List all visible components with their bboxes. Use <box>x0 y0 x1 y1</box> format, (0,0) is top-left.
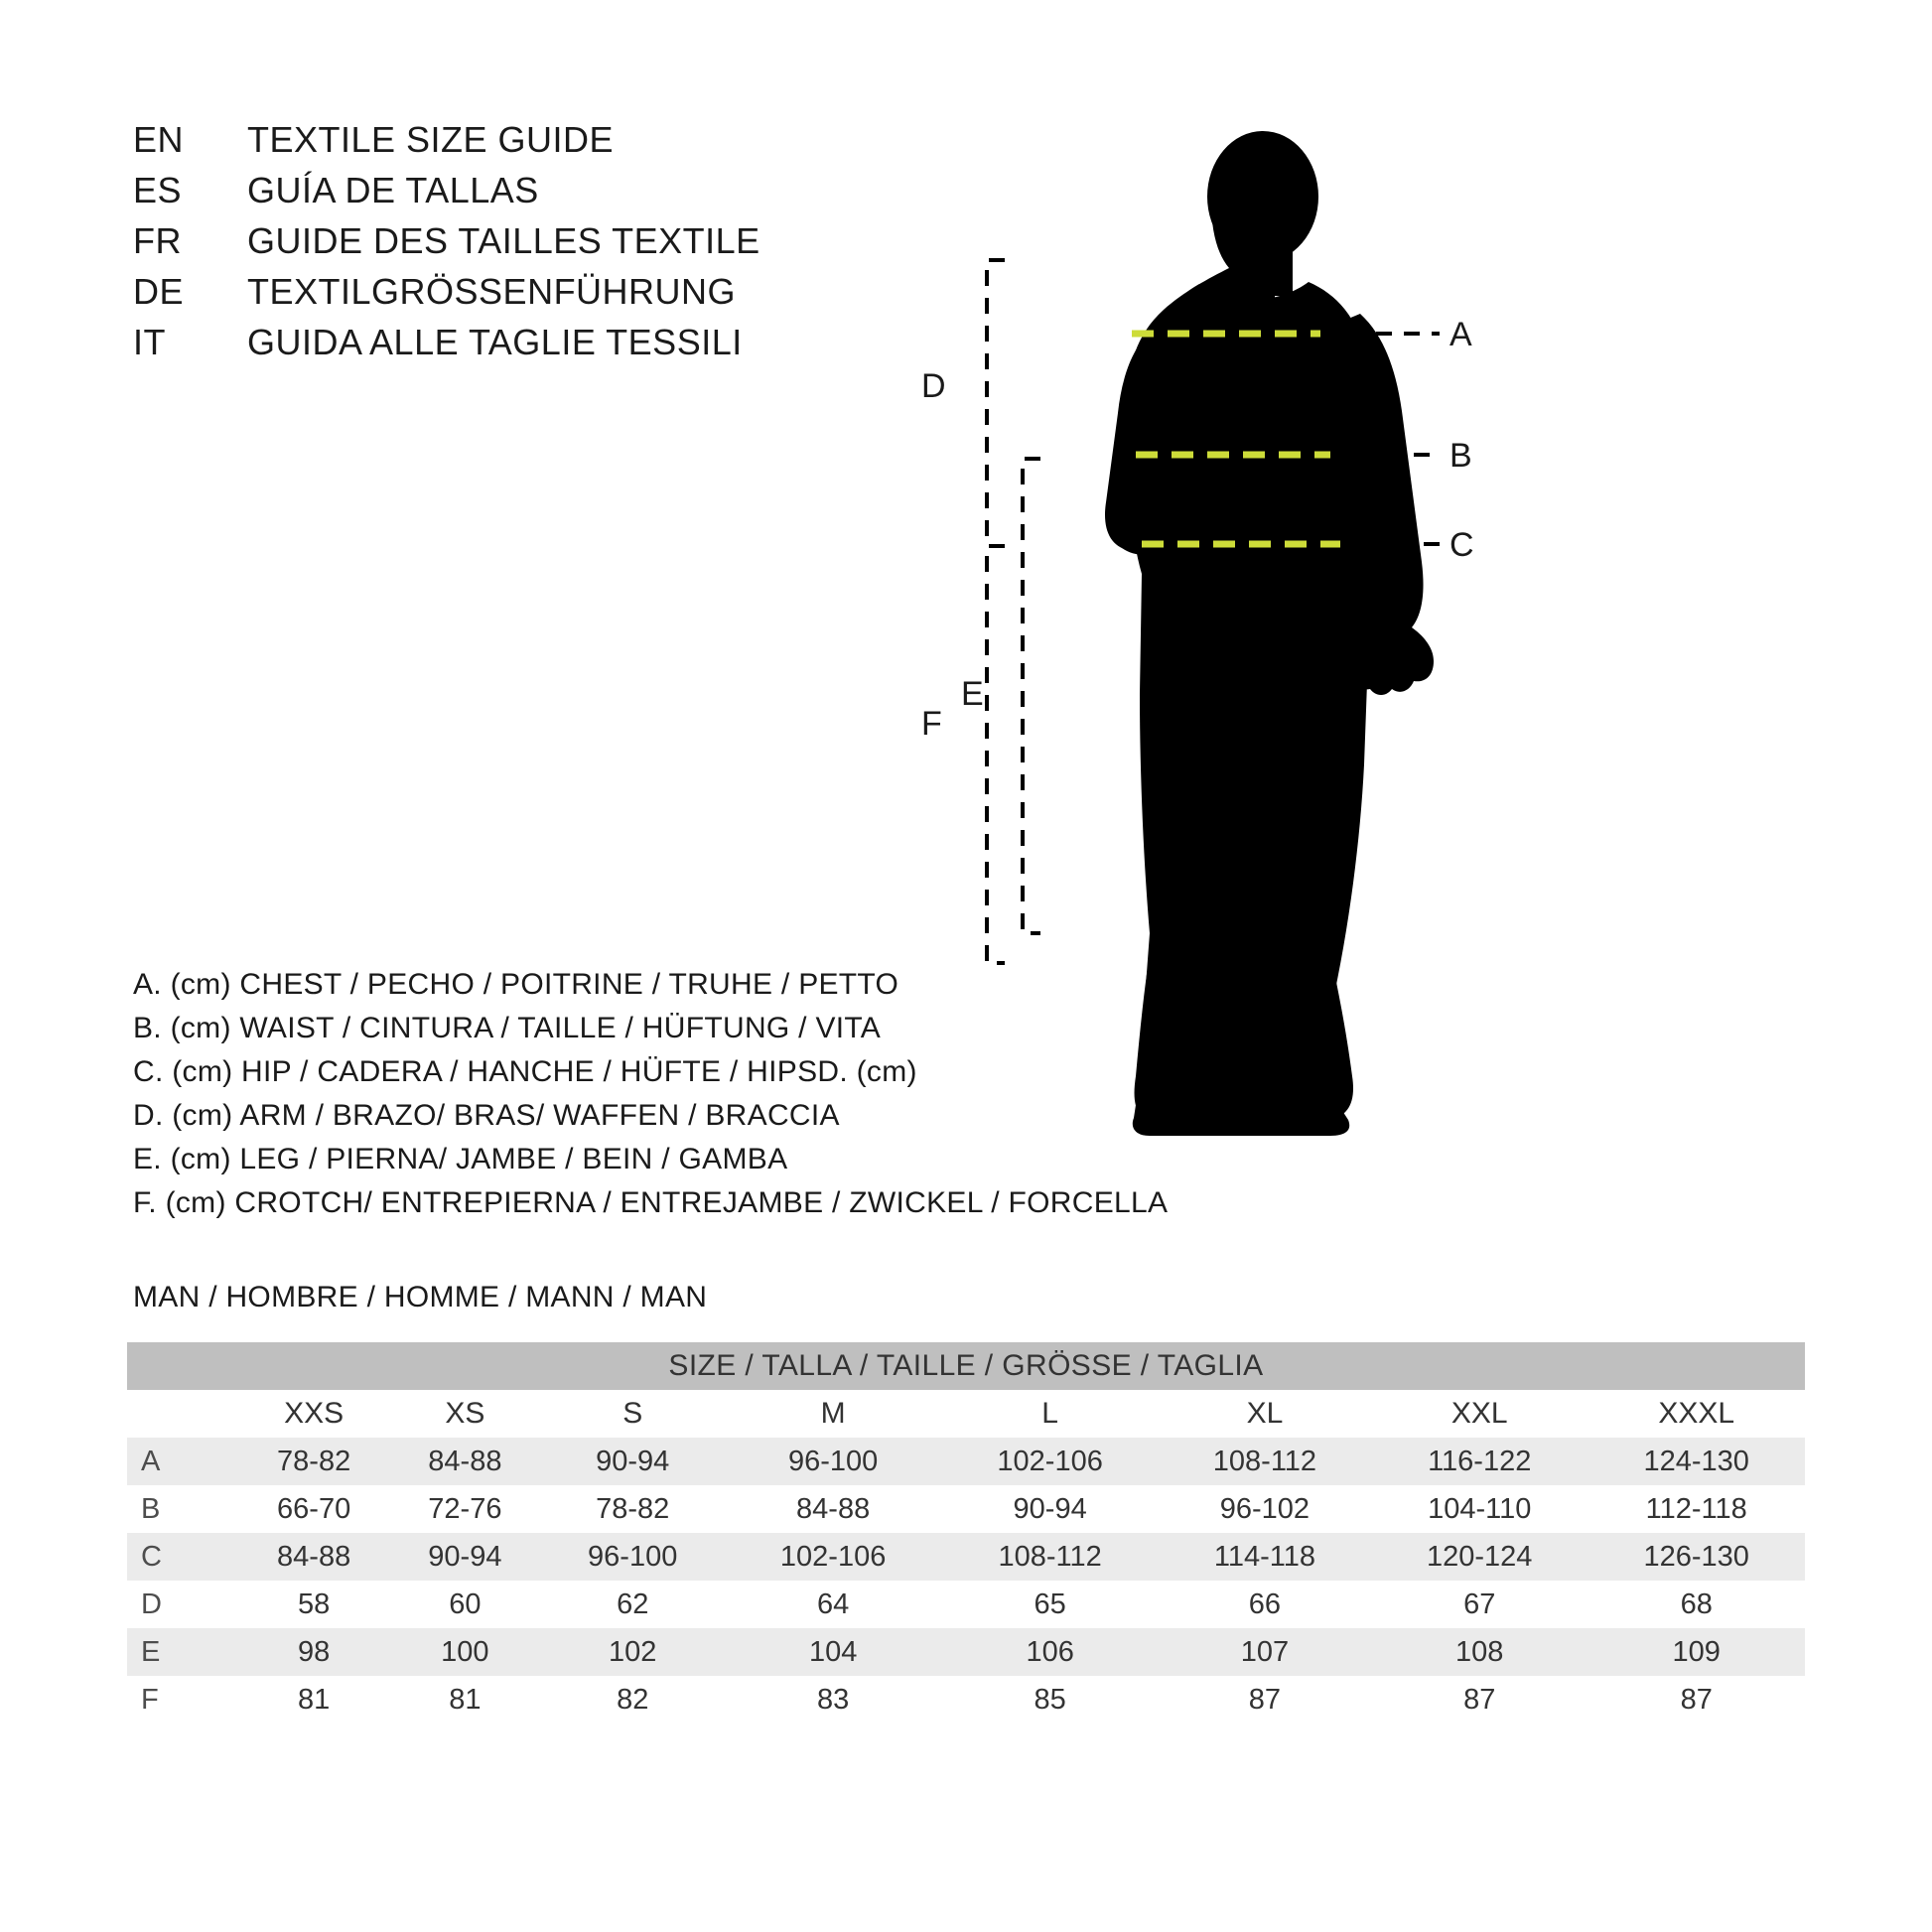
gender-label: MAN / HOMBRE / HOMME / MANN / MAN <box>133 1281 708 1313</box>
language-code-es: ES <box>133 170 183 210</box>
measurement-diagram <box>921 79 1886 1221</box>
label-d: D <box>921 367 946 405</box>
cell-a-xxl: 116-122 <box>1371 1438 1588 1485</box>
language-title-it: GUIDA ALLE TAGLIE TESSILI <box>247 322 743 362</box>
language-title-fr: GUIDE DES TAILLES TEXTILE <box>247 220 760 261</box>
row-label-d: D <box>127 1581 238 1628</box>
column-header-m: M <box>725 1390 942 1438</box>
cell-d-s: 62 <box>541 1581 725 1628</box>
cell-d-l: 65 <box>941 1581 1159 1628</box>
cell-d-xxxl: 68 <box>1587 1581 1805 1628</box>
cell-b-xl: 96-102 <box>1159 1485 1371 1533</box>
legend-line-f: F. (cm) CROTCH/ ENTREPIERNA / ENTREJAMBE / ZWICKEL / FORCELLA <box>133 1186 1169 1219</box>
cell-e-m: 104 <box>725 1628 942 1676</box>
table-corner-cell <box>127 1390 238 1438</box>
legend-line-b: B. (cm) WAIST / CINTURA / TAILLE / HÜFTUNG / VITA <box>133 1012 882 1044</box>
cell-f-xs: 81 <box>389 1676 540 1724</box>
cell-c-xxl: 120-124 <box>1371 1533 1588 1581</box>
language-code-en: EN <box>133 119 185 160</box>
row-label-f: F <box>127 1676 238 1724</box>
cell-e-xl: 107 <box>1159 1628 1371 1676</box>
language-row <box>133 170 760 220</box>
cell-a-m: 96-100 <box>725 1438 942 1485</box>
language-code-fr: FR <box>133 220 182 261</box>
measurement-legend <box>133 963 1168 1225</box>
label-c: C <box>1449 526 1474 564</box>
cell-d-xxs: 58 <box>238 1581 389 1628</box>
cell-c-l: 108-112 <box>941 1533 1159 1581</box>
cell-d-xs: 60 <box>389 1581 540 1628</box>
cell-f-l: 85 <box>941 1676 1159 1724</box>
cell-e-xxxl: 109 <box>1587 1628 1805 1676</box>
cell-d-xl: 66 <box>1159 1581 1371 1628</box>
cell-c-xxxl: 126-130 <box>1587 1533 1805 1581</box>
cell-a-xxxl: 124-130 <box>1587 1438 1805 1485</box>
language-row <box>133 119 760 170</box>
cell-f-xxl: 87 <box>1371 1676 1588 1724</box>
cell-f-s: 82 <box>541 1676 725 1724</box>
language-code-it: IT <box>133 322 166 362</box>
cell-a-xs: 84-88 <box>389 1438 540 1485</box>
vertical-dimension-lines <box>987 260 1040 963</box>
cell-f-xxs: 81 <box>238 1676 389 1724</box>
label-a: A <box>1449 316 1472 353</box>
cell-f-xxxl: 87 <box>1587 1676 1805 1724</box>
table-row <box>127 1581 1805 1628</box>
cell-f-m: 83 <box>725 1676 942 1724</box>
legend-line-c: C. (cm) HIP / CADERA / HANCHE / HÜFTE / HIPSD. (cm) <box>133 1055 917 1088</box>
cell-a-l: 102-106 <box>941 1438 1159 1485</box>
cell-e-s: 102 <box>541 1628 725 1676</box>
language-row <box>133 322 760 372</box>
cell-c-s: 96-100 <box>541 1533 725 1581</box>
cell-f-xl: 87 <box>1159 1676 1371 1724</box>
label-b: B <box>1449 437 1472 475</box>
dimension-f <box>987 546 1005 963</box>
column-header-s: S <box>541 1390 725 1438</box>
cell-b-xxxl: 112-118 <box>1587 1485 1805 1533</box>
row-label-a: A <box>127 1438 238 1485</box>
legend-line-e: E. (cm) LEG / PIERNA/ JAMBE / BEIN / GAMBA <box>133 1143 788 1175</box>
cell-a-xl: 108-112 <box>1159 1438 1371 1485</box>
language-title-en: TEXTILE SIZE GUIDE <box>247 119 615 160</box>
silhouette-diagram-svg <box>921 79 1886 1221</box>
language-row <box>133 271 760 322</box>
column-header-l: L <box>941 1390 1159 1438</box>
man-silhouette-icon <box>1105 131 1434 1136</box>
cell-b-m: 84-88 <box>725 1485 942 1533</box>
table-row <box>127 1533 1805 1581</box>
size-table <box>127 1342 1805 1724</box>
cell-d-m: 64 <box>725 1581 942 1628</box>
row-label-b: B <box>127 1485 238 1533</box>
row-label-e: E <box>127 1628 238 1676</box>
cell-e-xxl: 108 <box>1371 1628 1588 1676</box>
dimension-d <box>987 260 1005 546</box>
language-title-de: TEXTILGRÖSSENFÜHRUNG <box>247 271 737 312</box>
row-label-c: C <box>127 1533 238 1581</box>
dimension-e <box>1023 459 1040 933</box>
language-title-es: GUÍA DE TALLAS <box>247 170 539 210</box>
language-row <box>133 220 760 271</box>
cell-c-m: 102-106 <box>725 1533 942 1581</box>
language-code-de: DE <box>133 271 185 312</box>
column-header-xs: XS <box>389 1390 540 1438</box>
table-header-row <box>127 1390 1805 1438</box>
table-band-row <box>127 1342 1805 1390</box>
column-header-xxl: XXL <box>1371 1390 1588 1438</box>
legend-line-a: A. (cm) CHEST / PECHO / POITRINE / TRUHE / PETTO <box>133 968 899 1001</box>
column-header-xxs: XXS <box>238 1390 389 1438</box>
cell-a-s: 90-94 <box>541 1438 725 1485</box>
language-title-block <box>133 119 760 372</box>
table-row <box>127 1438 1805 1485</box>
cell-e-xs: 100 <box>389 1628 540 1676</box>
cell-e-xxs: 98 <box>238 1628 389 1676</box>
cell-e-l: 106 <box>941 1628 1159 1676</box>
cell-c-xxs: 84-88 <box>238 1533 389 1581</box>
label-f: F <box>921 705 942 743</box>
cell-d-xxl: 67 <box>1371 1581 1588 1628</box>
table-row <box>127 1485 1805 1533</box>
cell-b-l: 90-94 <box>941 1485 1159 1533</box>
cell-b-s: 78-82 <box>541 1485 725 1533</box>
table-row <box>127 1676 1805 1724</box>
cell-b-xxl: 104-110 <box>1371 1485 1588 1533</box>
cell-b-xs: 72-76 <box>389 1485 540 1533</box>
cell-a-xxs: 78-82 <box>238 1438 389 1485</box>
column-header-xl: XL <box>1159 1390 1371 1438</box>
cell-c-xl: 114-118 <box>1159 1533 1371 1581</box>
cell-c-xs: 90-94 <box>389 1533 540 1581</box>
label-e: E <box>961 675 984 713</box>
legend-line-d: D. (cm) ARM / BRAZO/ BRAS/ WAFFEN / BRACCIA <box>133 1099 840 1132</box>
column-header-xxxl: XXXL <box>1587 1390 1805 1438</box>
table-row <box>127 1628 1805 1676</box>
cell-b-xxs: 66-70 <box>238 1485 389 1533</box>
table-band-label: SIZE / TALLA / TAILLE / GRÖSSE / TAGLIA <box>127 1342 1805 1390</box>
